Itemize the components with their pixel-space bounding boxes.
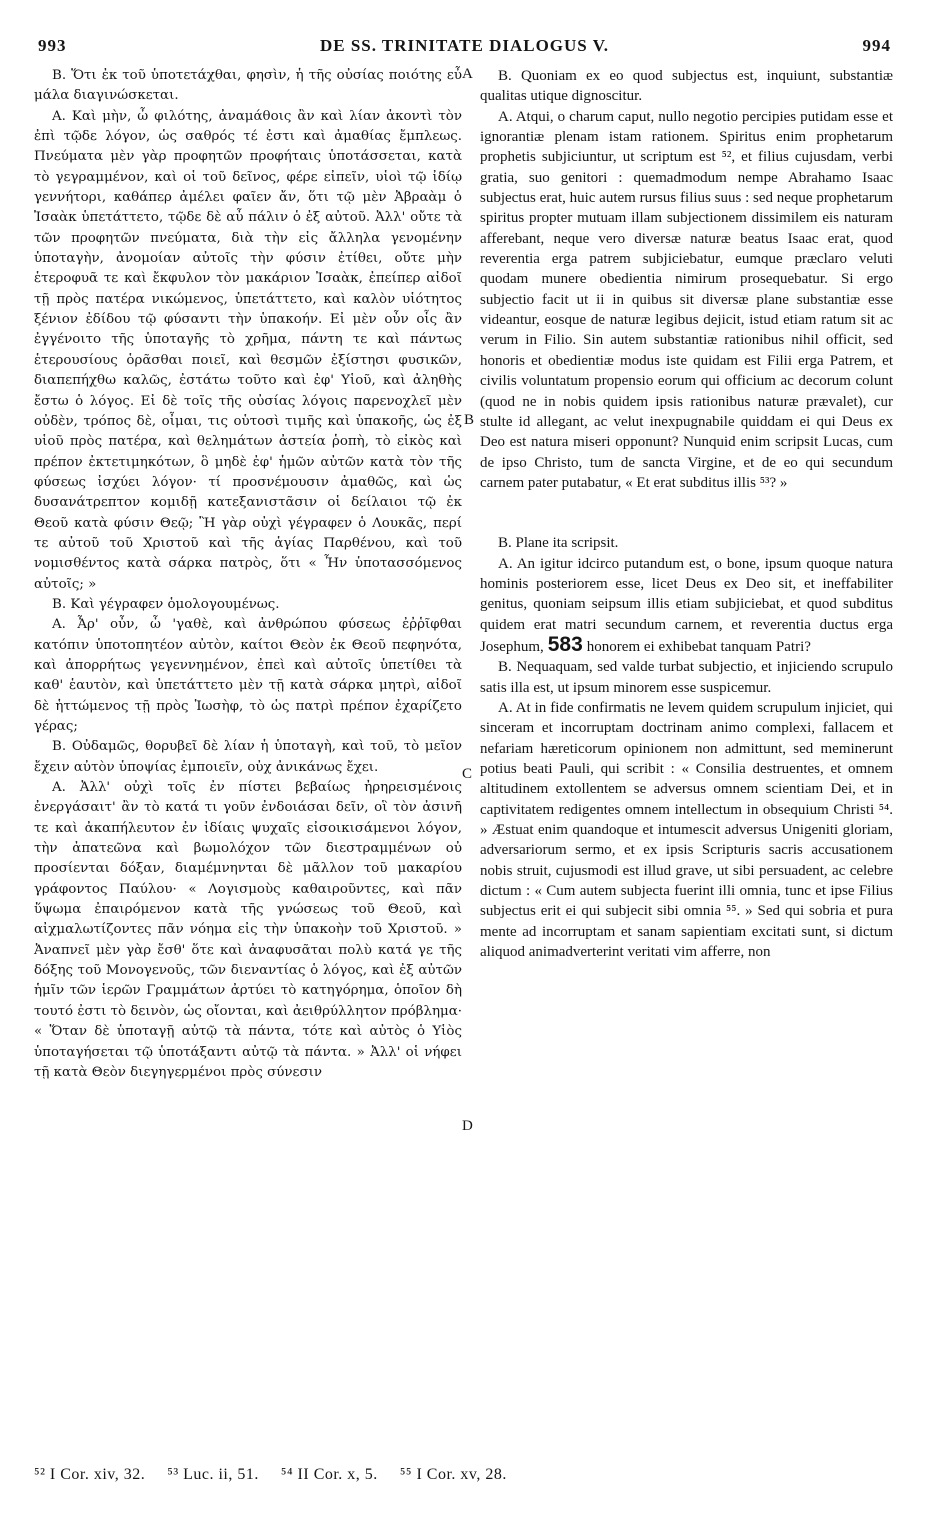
greek-column: [34, 66, 462, 1083]
greek-para-6: Α. Ἀλλ' οὐχὶ τοῖς ἐν πίστει βεβαίως ἠρηρεισμένοις ἐνεργάσαιτ' ἂν τὸ κατά τι γοῦν ἐνδοιάσαι δεῖν, οἳ τὸν ἀσινῆ τε καὶ ἀκαπήλευτον ἐν ἰδίαις ψυχαῖς εἰσοικισάμενοι λόγον, τὴν ἀπατεῶνα καὶ βωμολόχον τῶν διεστραμμένων οὐ προσίενται δόξαν, διαμέμνηνται δὲ μᾶλλον τοῦ μακαρίου γράφοντος Παύλου· « Λογισμοὺς καθαιροῦντες, καὶ πᾶν ὕψωμα ἐπαιρόμενον κατὰ τῆς γνώσεως τοῦ Θεοῦ, καὶ αἰχμαλωτίζοντες πᾶν νόημα εἰς τὴν ὑπακοὴν τοῦ Χριστοῦ. » Ἀναπνεῖ μὲν γὰρ ἔσθ' ὅτε καὶ ἀναφυσᾶται πολὺ κατά γε τῆς δόξης τοῦ Μονογενοῦς, τῶν διεναντίας ὁ λόγος, καὶ ἐξ αὐτῶν ἡμῖν τῶν ἱερῶν Γραμμάτων ἀρτύει τὸ κατηγόρημα, ὁποῖον δὴ τουτό ἐστι τὸ δεινὸν, ὡς οἴονται, καὶ ἀειθρύλλητον πρόβλημα· « Ὅταν δὲ ὑποταγῇ αὐτῷ τὰ πάντα, τότε καὶ αὐτὸς ὁ Υἱὸς ὑποταγήσεται τῷ ὑποτάξαντι αὐτῷ τὰ πάντα. » Ἀλλ' οἱ νήφει τῇ κατὰ Θεὸν διεγηγερμένοι πρὸς σύνεσιν: [34, 780, 462, 1080]
latin-para-4-text: A. An igitur idcirco putandum est, o bone, ipsum quoque natura hominis posteriorem esse, licet Deus ex Deo sit, et ineffabiliter genitus, quoniam seipsum illis etiam subjiciebat, et quod subditus quidem erat matri secundum carnem, et reverentia ductus erga Josephum,: [480, 555, 893, 655]
migne-column-number: 583: [547, 632, 583, 656]
latin-para-6: A. At in fide confirmatis ne levem quidem scrupulum injiciet, qui sinceram et incorruptam doctrinam animo complexi, fallacem et nefariam hæreticorum opinionem non admittunt, sed meminerunt potius beati Pauli, qui scribit : « Consilia destruentes, et omnem altitudinem extollentem se adversus omnem scientiam Dei, et in captivitatem redigentes omnem intellectum in obsequium Christi ⁵⁴. » Æstuat enim quandoque et intumescit adversus Unigeniti gloriam, adversariorum sermo, et ex ipsis Scripturis sacris accusationem nobis struit, cujusmodi est illud grave, ut sibi persuadent, ac celebre dictum : « Cum autem subjecta fuerint illi omnia, tunc et ipse Filius subjectus erit ei qui subjecit sibi omnia ⁵⁵. » Sed qui sobria et pura mente ad incorruptam et sanam sapientiam excitati sunt, si dictum aliquod animadverterint veritati vim afferre, non: [480, 699, 893, 961]
right-page-number: 994: [862, 36, 891, 55]
footnote-52: ⁵² I Cor. xiv, 32.: [34, 1466, 146, 1483]
greek-para-1: Β. Ὅτι ἐκ τοῦ ὑποτετάχθαι, φησὶν, ἡ τῆς οὐσίας ποιότης εὖ μάλα διαγινώσκεται.: [34, 68, 462, 104]
latin-column: [480, 66, 893, 962]
footnote-54: ⁵⁴ II Cor. x, 5.: [280, 1466, 378, 1483]
marginal-letter-c: C: [462, 766, 473, 782]
footnote-53: ⁵³ Luc. ii, 51.: [167, 1466, 259, 1483]
left-page-number: 993: [38, 36, 67, 55]
marginal-letter-a: A: [462, 66, 473, 82]
greek-para-5: Β. Οὐδαμῶς, θορυβεῖ δὲ λίαν ἡ ὑποταγὴ, καὶ τοῦ, τὸ μεῖον ἔχειν αὐτὸν ὑποψίας ἐμποιεῖν, οὐχ ἀνικάνως ἔχει.: [34, 739, 462, 775]
footnote-55: ⁵⁵ I Cor. xv, 28.: [399, 1466, 507, 1483]
latin-para-5: B. Nequaquam, sed valde turbat subjectio, et injiciendo scrupulo satis illa est, ut ipsum minorem esse suspicemur.: [480, 659, 893, 696]
greek-para-3: Β. Καὶ γέγραφεν ὁμολογουμένως.: [52, 596, 280, 612]
latin-para-2: A. Atqui, o charum caput, nullo negotio percipies putidam esse et ignorantiæ plenam istam rationem. Spiritus enim prophetarum prophetis subjiciuntur, ut scriptum est ⁵², et filius cujusdam, verbi gratia, suo genitori : quemadmodum nempe Abrahamo Isaac subjectus erat, huic autem rursus filius suus : sed neque prophetarum spiritus propter mutuam illam subjectionem dissimilem eis naturam afferebant, neque vero diversæ naturæ beatus Isaac erat, quod reverentia erga patrem subjiciebatur, eumque præclaro veluti quodam munere obedientia nimirum prosequebatur. Si ergo subjectio facit ut ii in quibus sit diversæ plane substantiæ esse videantur, eosque de naturæ legibus dejicit, istud etiam ratum sit ac verum in Filio. Sin autem substantiæ rationibus nihil officit, sed honoris et obedientiæ modus iste quidam est Filii erga Patrem, et civilis voluntatum propensio eorum qui officium ac decorum colunt (quod ne in nobis quidem ipsis rationibus naturæ prævalet), cur stulte id allegant, ac velut inexpugnabile quiddam ei qui Deus ex Deo est natura miseri opponunt? Nunquid enim scripsit Lucas, cum de ipso Christo, tum de sancta Virgine, et de eo qui secundum carnem pater putabatur, « Et erat subditus illis ⁵³? »: [480, 108, 893, 491]
footnotes: [34, 1466, 895, 1484]
greek-para-2: Α. Καὶ μὴν, ὦ φιλότης, ἀναμάθοις ἂν καὶ λίαν ἀκοντὶ τὸν ἐπὶ τῷδε λόγον, ὡς σαθρός τέ ἐστι καὶ ἀμαθίας ἔμπλεως. Πνεύματα μὲν γὰρ προφητῶν προφήταις ὑποτάσσεται, κατὰ τὸ γεγραμμένον, καὶ οἱ τοῦ δεῖνος, φέρε εἰπεῖν, υἱοὶ τῷ ἰδίῳ γεννήτορι, καθάπερ ἀμέλει φαῖεν ἄν, ὅτι τῷ μὲν Ἀβραὰμ ὁ Ἰσαὰκ ὑπετάττετο, τῷδε δὲ αὖ πάλιν ὁ ἐξ αὐτοῦ. Ἀλλ' οὔτε τὰ τῶν προφητῶν πνεύματα, διὰ τὴν εἰς ἄλληλα γενομένην ὑποταγὴν, ἀνομοίαν αὐτοῖς τὴν φύσιν ἐτίθει, οὔτε μὴν ἑτεροφυᾶ τε καὶ ἔκφυλον τὸν μακάριον Ἰσαὰκ, ἐπείπερ αἰδοῖ τῇ πρὸς πατέρα νικώμενος, ὑπετάττετο, καὶ καλὸν υἱότητος ξένιον ἐδίδου τῷ φύσαντι τὴν ὑπακοήν. Εἰ μὲν οὖν οἷς ἂν ἐγγένοιτο τῆς ὑποταγῆς τὸ χρῆμα, πάντη τε καὶ πάντως ἑτερουσίους ὁρᾶσθαι ποιεῖ, καὶ θεσμῶν ἐξίστησι φυσικῶν, διαπεπήχθω καλῶς, ἐστάτω τοῦτο καὶ ἐφ' Υἱοῦ, καὶ ἀληθὴς ἔστω ὁ λόγος. Εἰ δὲ τοῖς τῆς οὐσίας λόγοις παρενοχλεῖ μὲν οὐδὲν, τρόπος δὲ, οἶμαι, τις οὑτοσὶ τιμῆς καὶ ὑπακοῆς, ὡς ἐξ υἱοῦ πρὸς πατέρα, καὶ θελημάτων ἀστεία ῥοπὴ, τὸ εἰκὸς καὶ πρέπον ἐκτετιμηκότων, ὃ μηδὲ ἐφ' ἡμῶν αὐτῶν κατὰ τὸν τῆς φύσεως ἰσχύει λόγον· τί προσνέμουσιν ἀμαθῶς, καὶ ὡς δυσανάτρεπτον κομιδῇ κατεξανιστᾶσιν οἱ δείλαιοι τῷ ἐκ Θεοῦ κατὰ φύσιν Θεῷ; Ἢ γὰρ οὐχὶ γέγραφεν ὁ Λουκᾶς, περί τε αὐτοῦ τοῦ Χριστοῦ καὶ τῆς ἁγίας Παρθένου, καὶ τοῦ νομισθέντος κατὰ σάρκα πατρὸς, ὅτι « Ἦν ὑποτασσόμενος αὐτοῖς; »: [34, 108, 462, 592]
latin-para-1: B. Quoniam ex eo quod subjectus est, inquiunt, substantiæ qualitas utique dignoscitur.: [480, 68, 893, 105]
page-header: [38, 36, 891, 58]
latin-para-4-cont: honorem ei exhibebat tanquam Patri?: [586, 638, 811, 655]
latin-para-3: B. Plane ita scripsit.: [498, 535, 619, 552]
marginal-letter-b: B: [464, 412, 475, 428]
marginal-letter-d: D: [462, 1118, 473, 1134]
greek-para-4: Α. Ἆρ' οὖν, ὦ 'γαθὲ, καὶ ἀνθρώπου φύσεως ἐῤῥῖφθαι κατόπιν ὑποτοπητέον αὐτὸν, καίτοι Θεὸν ἐκ Θεοῦ πεφηνότα, καὶ ἀπορρήτως γεγεννημένον, ἐπεὶ καὶ αὐτοῖς ὑπετίθει τὰ καθ' ἑαυτὸν, καὶ ὑπετάττετο μὲν τῇ κατὰ σάρκα μητρὶ, αἰδοῖ δὲ ἡττώμενος τῇ πρὸς Ἰωσὴφ, τὸ ὡς πατρὶ πρέπον ἐχαρίζετο γέρας;: [34, 617, 462, 734]
running-title: DE SS. TRINITATE DIALOGUS V.: [319, 36, 610, 55]
latin-para-4: [480, 554, 893, 658]
